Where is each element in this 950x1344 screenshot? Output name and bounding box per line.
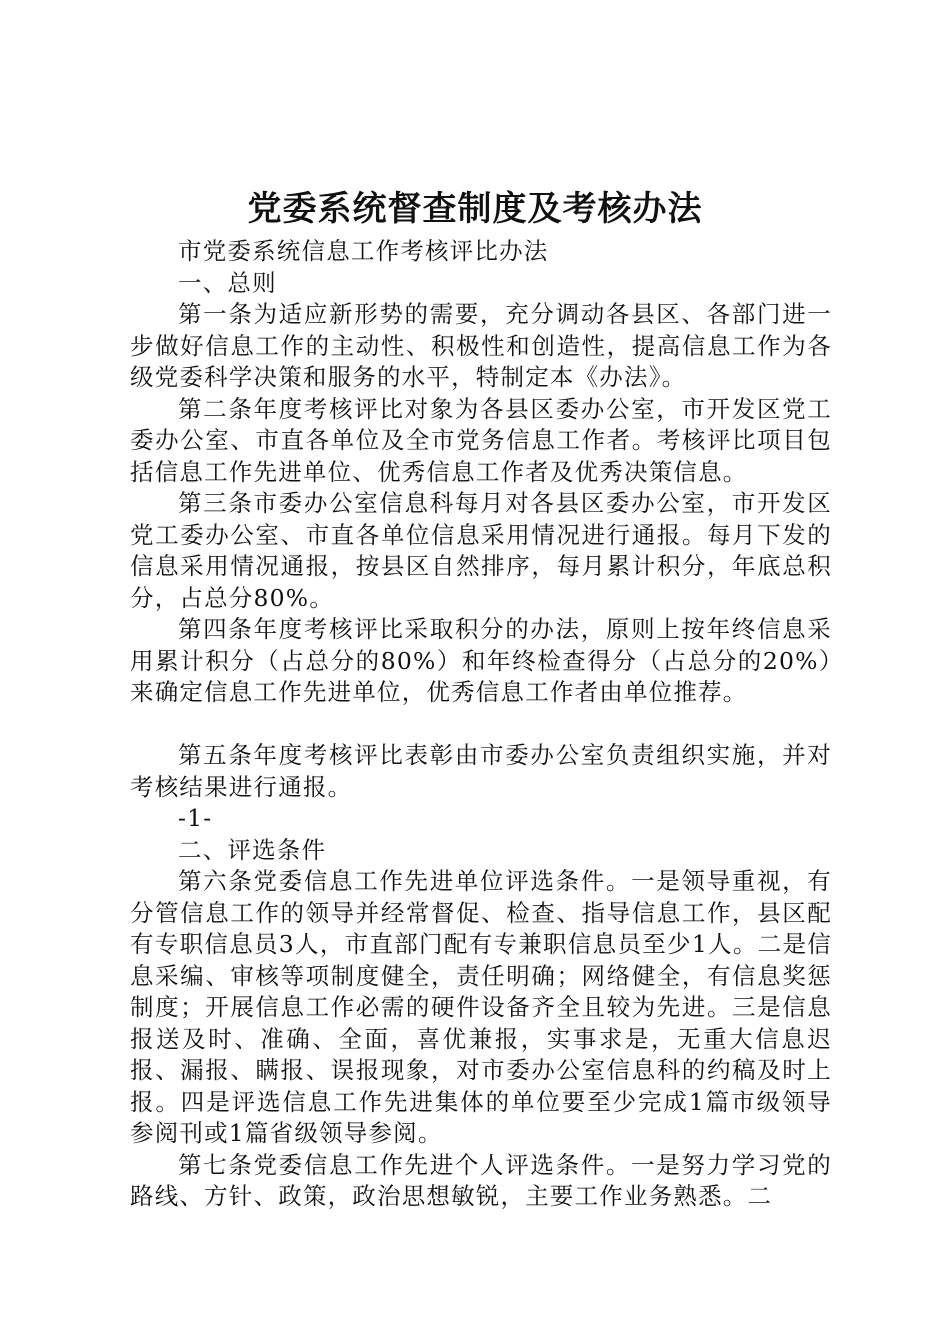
section-heading-general: 一、总则 <box>178 268 277 297</box>
article-5-paragraph: 第五条年度考核评比表彰由市委办公室负责组织实施，并对考核结果进行通报。 <box>130 741 832 801</box>
page-number: -1- <box>178 804 213 832</box>
document-title: 党委系统督查制度及考核办法 <box>247 189 703 229</box>
article-6-paragraph: 第六条党委信息工作先进单位评选条件。一是领导重视，有分管信息工作的领导并经常督促、检查、指导信息工作，县区配有专职信息员3人，市直部门配有专兼职信息员至少1人。二是信息采编、审核等项制度健全，责任明确；网络健全，有信息奖惩制度；开展信息工作必需的硬件设备齐全且较为先进。三是信息报送及时、准确、全面，喜优兼报，实事求是，无重大信息迟报、漏报、瞒报、误报现象，对市委办公室信息科的约稿及时上报。四是评选信息工作先进集体的单位要至少完成1篇市级领导参阅刊或1篇省级领导参阅。 <box>130 867 832 1147</box>
section-heading-criteria: 二、评选条件 <box>178 835 327 864</box>
article-4-paragraph: 第四条年度考核评比采取积分的办法，原则上按年终信息采用累计积分（占总分的80%）和年终检查得分（占总分的20%）来确定信息工作先进单位，优秀信息工作者由单位推荐。 <box>130 615 832 706</box>
article-3-paragraph: 第三条市委办公室信息科每月对各县区委办公室，市开发区党工委办公室、市直各单位信息采用情况进行通报。每月下发的信息采用情况通报，按县区自然排序，每月累计积分，年底总积分，占总分80%。 <box>130 489 832 612</box>
article-7-paragraph: 第七条党委信息工作先进个人评选条件。一是努力学习党的路线、方针、政策，政治思想敏锐，主要工作业务熟悉。二 <box>130 1150 832 1210</box>
document-body <box>130 236 832 1213</box>
blank-line <box>130 709 832 741</box>
article-2-paragraph: 第二条年度考核评比对象为各县区委办公室，市开发区党工委办公室、市直各单位及全市党务信息工作者。考核评比项目包括信息工作先进单位、优秀信息工作者及优秀决策信息。 <box>130 394 832 486</box>
article-1-paragraph: 第一条为适应新形势的需要，充分调动各县区、各部门进一步做好信息工作的主动性、积极性和创造性，提高信息工作为各级党委科学决策和服务的水平，特制定本《办法》。 <box>130 300 832 391</box>
subtitle-paragraph: 市党委系统信息工作考核评比办法 <box>178 237 549 265</box>
